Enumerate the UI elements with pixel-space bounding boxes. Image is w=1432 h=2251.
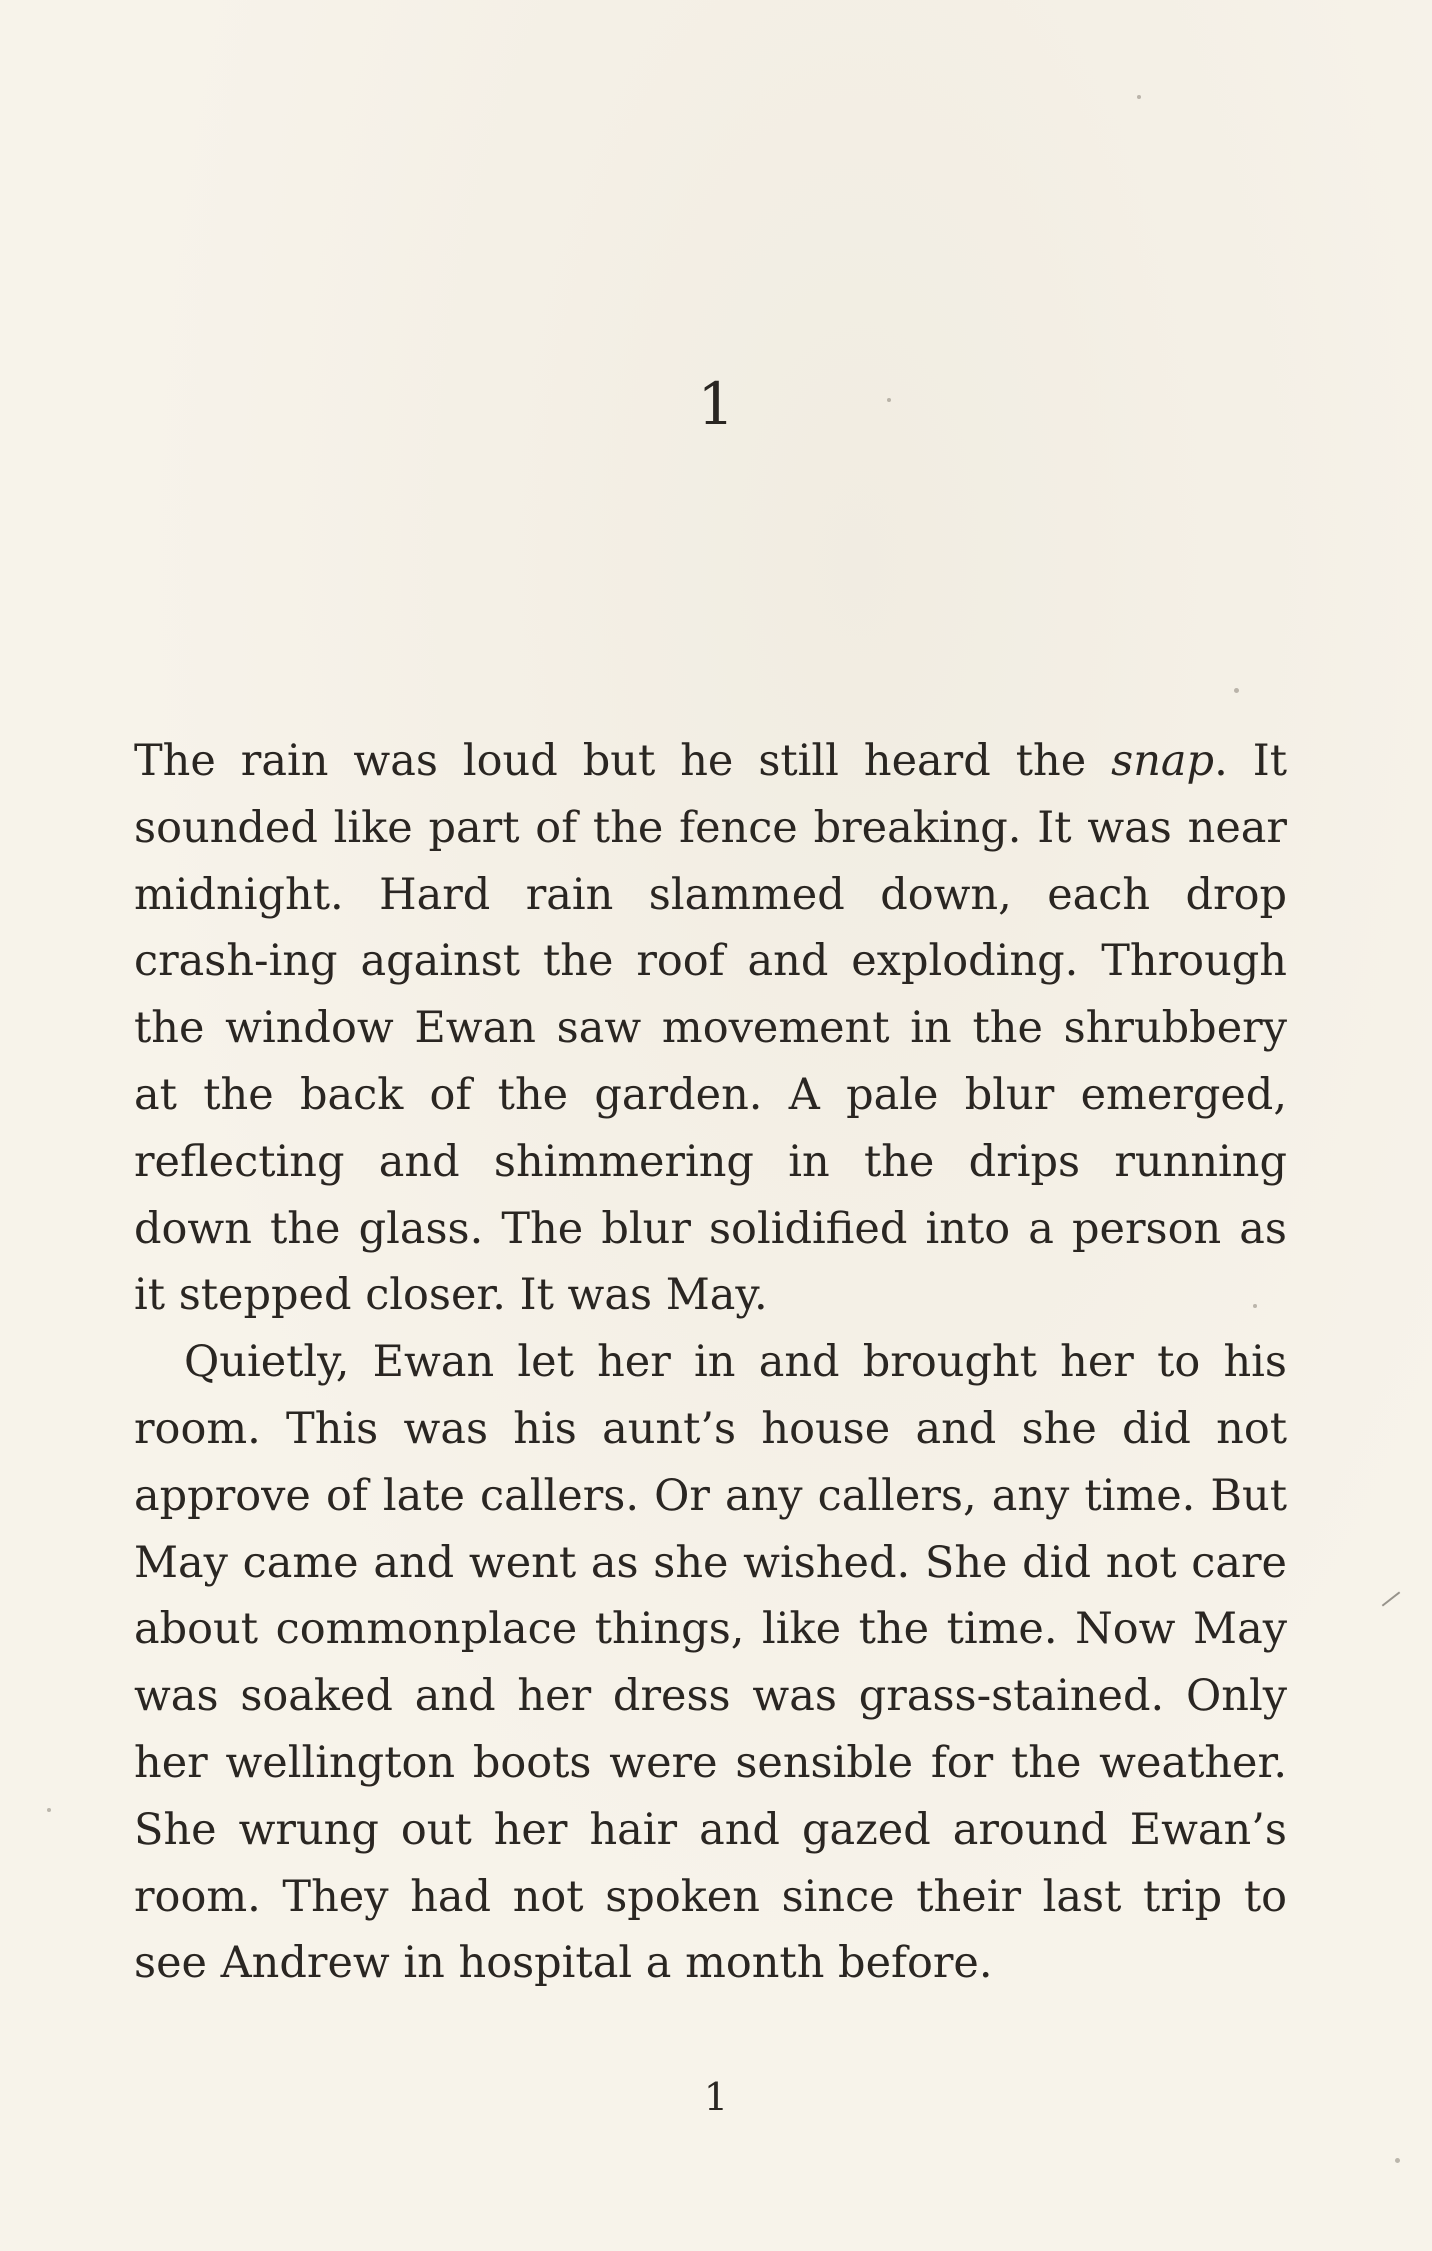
paragraph-1-rest: . It sounded like part of the fence breaking. It was near midnight. Hard rain slammed down, each drop crash-ing against the roof and exploding. Through the window Ewan saw movement in the shrubbery at the back of the garden. A pale blur emerged, reflecting and shimmering in the drips running down the glass. The blur solidified into a person as it stepped closer. It was May. <box>134 736 1287 1321</box>
paragraph-1-opening: The rain was loud but he still heard the <box>134 736 1112 786</box>
paper-speck <box>1137 95 1141 99</box>
paragraph-1 <box>134 728 1287 1329</box>
page-number: 1 <box>703 2075 729 2119</box>
paper-speck <box>47 1808 51 1812</box>
emphasized-word: snap <box>1111 736 1215 786</box>
paper-speck <box>1395 2158 1400 2163</box>
paper-speck <box>887 398 891 402</box>
paragraph-2: Quietly, Ewan let her in and brought her to his room. This was his aunt’s house and she did not approve of late callers. Or any callers, any time. But May came and went as she wished. She did not care about commonplace things, like the time. Now May was soaked and her dress was grass-stained. Only her wellington boots were sensible for the weather. She wrung out her hair and gazed around Ewan’s room. They had not spoken since their last trip to see Andrew in hospital a month before. <box>134 1337 1287 1989</box>
chapter-number: 1 <box>697 370 735 438</box>
body-text <box>134 728 1287 1997</box>
paper-speck <box>1234 688 1239 693</box>
paper-speck <box>1253 1304 1257 1308</box>
paper-mark <box>1382 1591 1401 1606</box>
